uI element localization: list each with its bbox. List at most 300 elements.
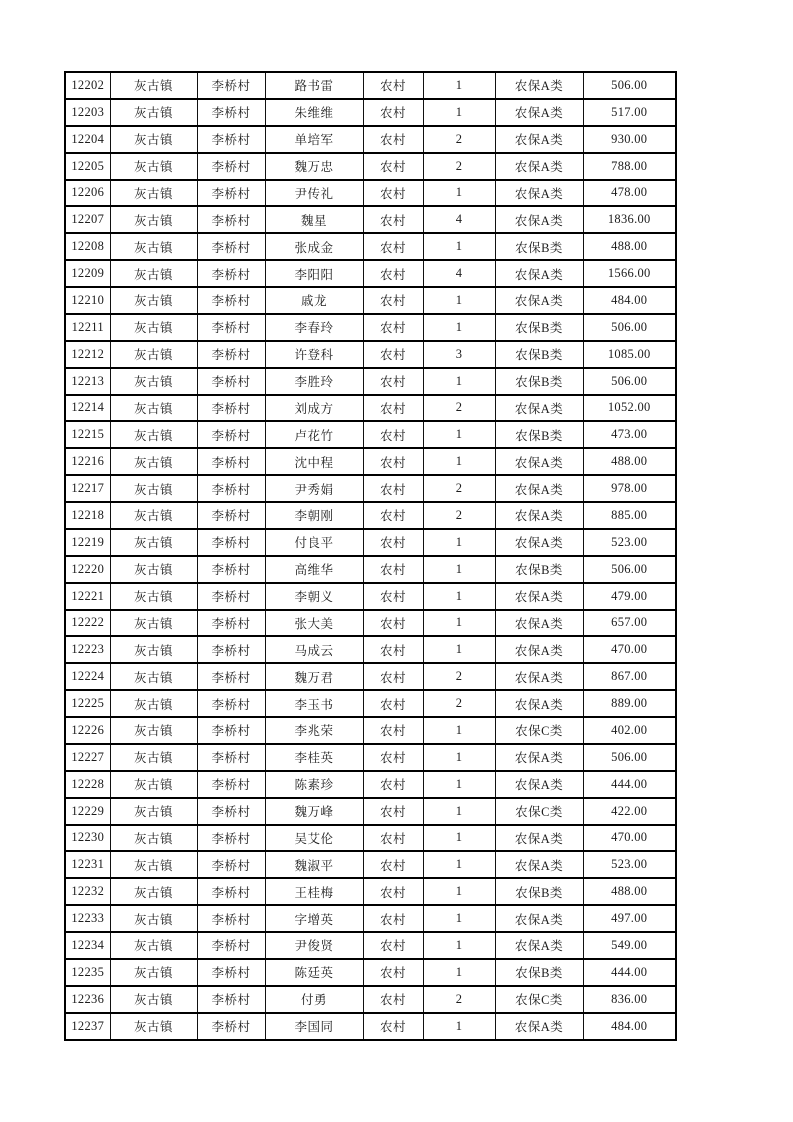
table-row [65,771,676,798]
cell-amount: 549.00 [583,932,676,959]
cell-town: 灰古镇 [110,663,197,690]
table-row [65,502,676,529]
cell-insurance-category: 农保A类 [495,180,583,207]
cell-town: 灰古镇 [110,636,197,663]
cell-amount: 523.00 [583,851,676,878]
cell-amount: 473.00 [583,421,676,448]
cell-person-name: 魏万忠 [265,153,363,180]
cell-residence-type: 农村 [363,233,423,260]
cell-residence-type: 农村 [363,771,423,798]
cell-person-name: 张大美 [265,610,363,637]
cell-person-name: 魏万君 [265,663,363,690]
cell-residence-type: 农村 [363,825,423,852]
cell-town: 灰古镇 [110,314,197,341]
cell-serial-number: 12212 [65,341,110,368]
cell-village: 李桥村 [197,395,265,422]
cell-insurance-category: 农保A类 [495,583,583,610]
cell-person-count: 1 [423,287,495,314]
cell-amount: 889.00 [583,690,676,717]
cell-amount: 978.00 [583,475,676,502]
cell-residence-type: 农村 [363,986,423,1013]
table-row [65,610,676,637]
cell-amount: 444.00 [583,959,676,986]
cell-amount: 488.00 [583,448,676,475]
cell-amount: 506.00 [583,368,676,395]
cell-person-name: 戚龙 [265,287,363,314]
cell-amount: 402.00 [583,717,676,744]
cell-town: 灰古镇 [110,368,197,395]
table-row [65,583,676,610]
table-row [65,421,676,448]
cell-person-name: 吴艾伦 [265,825,363,852]
cell-serial-number: 12236 [65,986,110,1013]
cell-person-count: 2 [423,502,495,529]
cell-person-name: 路书雷 [265,72,363,99]
cell-village: 李桥村 [197,717,265,744]
cell-insurance-category: 农保A类 [495,260,583,287]
cell-person-name: 李兆荣 [265,717,363,744]
cell-person-count: 1 [423,1013,495,1040]
cell-person-name: 陈廷英 [265,959,363,986]
cell-person-name: 高维华 [265,556,363,583]
cell-village: 李桥村 [197,529,265,556]
cell-insurance-category: 农保A类 [495,905,583,932]
cell-village: 李桥村 [197,260,265,287]
cell-town: 灰古镇 [110,744,197,771]
cell-village: 李桥村 [197,180,265,207]
cell-person-name: 李阳阳 [265,260,363,287]
cell-serial-number: 12225 [65,690,110,717]
table-row [65,153,676,180]
cell-person-name: 李春玲 [265,314,363,341]
cell-person-count: 1 [423,583,495,610]
cell-serial-number: 12203 [65,99,110,126]
cell-amount: 506.00 [583,314,676,341]
cell-amount: 479.00 [583,583,676,610]
cell-village: 李桥村 [197,905,265,932]
cell-village: 李桥村 [197,99,265,126]
cell-person-name: 李朝义 [265,583,363,610]
cell-amount: 484.00 [583,1013,676,1040]
cell-residence-type: 农村 [363,206,423,233]
cell-amount: 836.00 [583,986,676,1013]
cell-serial-number: 12228 [65,771,110,798]
cell-insurance-category: 农保B类 [495,959,583,986]
table-row [65,180,676,207]
cell-amount: 444.00 [583,771,676,798]
table-row [65,825,676,852]
cell-village: 李桥村 [197,287,265,314]
cell-insurance-category: 农保A类 [495,610,583,637]
cell-person-count: 1 [423,72,495,99]
cell-serial-number: 12217 [65,475,110,502]
cell-serial-number: 12213 [65,368,110,395]
cell-serial-number: 12204 [65,126,110,153]
cell-serial-number: 12224 [65,663,110,690]
cell-insurance-category: 农保A类 [495,636,583,663]
cell-town: 灰古镇 [110,72,197,99]
cell-residence-type: 农村 [363,260,423,287]
cell-serial-number: 12234 [65,932,110,959]
table-row [65,287,676,314]
cell-town: 灰古镇 [110,959,197,986]
cell-village: 李桥村 [197,314,265,341]
cell-town: 灰古镇 [110,905,197,932]
cell-town: 灰古镇 [110,825,197,852]
cell-residence-type: 农村 [363,1013,423,1040]
cell-insurance-category: 农保A类 [495,502,583,529]
cell-insurance-category: 农保B类 [495,314,583,341]
cell-village: 李桥村 [197,771,265,798]
cell-person-count: 1 [423,905,495,932]
table-row [65,475,676,502]
cell-serial-number: 12221 [65,583,110,610]
cell-residence-type: 农村 [363,395,423,422]
cell-amount: 478.00 [583,180,676,207]
cell-person-count: 1 [423,610,495,637]
cell-serial-number: 12222 [65,610,110,637]
cell-town: 灰古镇 [110,475,197,502]
cell-town: 灰古镇 [110,287,197,314]
table-row [65,395,676,422]
cell-village: 李桥村 [197,368,265,395]
cell-residence-type: 农村 [363,475,423,502]
cell-village: 李桥村 [197,825,265,852]
cell-insurance-category: 农保B类 [495,556,583,583]
cell-residence-type: 农村 [363,663,423,690]
cell-town: 灰古镇 [110,448,197,475]
cell-village: 李桥村 [197,72,265,99]
cell-residence-type: 农村 [363,636,423,663]
cell-residence-type: 农村 [363,180,423,207]
cell-amount: 1566.00 [583,260,676,287]
cell-person-count: 1 [423,180,495,207]
cell-person-name: 卢花竹 [265,421,363,448]
cell-insurance-category: 农保A类 [495,153,583,180]
cell-town: 灰古镇 [110,1013,197,1040]
cell-amount: 517.00 [583,99,676,126]
cell-person-name: 张成金 [265,233,363,260]
cell-amount: 1836.00 [583,206,676,233]
cell-person-name: 尹传礼 [265,180,363,207]
cell-person-count: 1 [423,556,495,583]
cell-person-count: 4 [423,260,495,287]
cell-serial-number: 12216 [65,448,110,475]
cell-amount: 488.00 [583,233,676,260]
cell-serial-number: 12207 [65,206,110,233]
cell-person-count: 1 [423,314,495,341]
table-row [65,959,676,986]
cell-residence-type: 农村 [363,126,423,153]
cell-amount: 657.00 [583,610,676,637]
cell-person-count: 1 [423,717,495,744]
cell-residence-type: 农村 [363,905,423,932]
cell-village: 李桥村 [197,744,265,771]
cell-town: 灰古镇 [110,798,197,825]
cell-town: 灰古镇 [110,206,197,233]
cell-serial-number: 12205 [65,153,110,180]
cell-amount: 867.00 [583,663,676,690]
cell-insurance-category: 农保C类 [495,798,583,825]
table-row [65,636,676,663]
cell-person-count: 1 [423,421,495,448]
cell-person-count: 4 [423,206,495,233]
cell-residence-type: 农村 [363,717,423,744]
cell-village: 李桥村 [197,583,265,610]
cell-person-name: 王桂梅 [265,878,363,905]
cell-village: 李桥村 [197,636,265,663]
cell-village: 李桥村 [197,233,265,260]
cell-person-count: 2 [423,986,495,1013]
cell-person-name: 马成云 [265,636,363,663]
cell-village: 李桥村 [197,421,265,448]
cell-amount: 788.00 [583,153,676,180]
cell-residence-type: 农村 [363,744,423,771]
cell-person-name: 李朝刚 [265,502,363,529]
cell-residence-type: 农村 [363,798,423,825]
cell-town: 灰古镇 [110,153,197,180]
cell-person-count: 1 [423,744,495,771]
cell-insurance-category: 农保C类 [495,717,583,744]
cell-residence-type: 农村 [363,959,423,986]
cell-person-name: 李桂英 [265,744,363,771]
cell-serial-number: 12235 [65,959,110,986]
cell-person-count: 2 [423,126,495,153]
cell-amount: 470.00 [583,636,676,663]
cell-amount: 885.00 [583,502,676,529]
table-row [65,932,676,959]
cell-town: 灰古镇 [110,421,197,448]
cell-person-count: 2 [423,475,495,502]
cell-person-count: 3 [423,341,495,368]
cell-village: 李桥村 [197,126,265,153]
cell-serial-number: 12226 [65,717,110,744]
cell-insurance-category: 农保A类 [495,690,583,717]
cell-amount: 497.00 [583,905,676,932]
cell-town: 灰古镇 [110,99,197,126]
table-row [65,1013,676,1040]
cell-person-count: 2 [423,395,495,422]
cell-serial-number: 12202 [65,72,110,99]
beneficiary-table [64,71,677,1041]
cell-town: 灰古镇 [110,260,197,287]
cell-person-count: 2 [423,153,495,180]
cell-person-count: 2 [423,690,495,717]
cell-person-name: 李国同 [265,1013,363,1040]
cell-village: 李桥村 [197,341,265,368]
table-row [65,744,676,771]
cell-person-name: 尹俊贤 [265,932,363,959]
cell-insurance-category: 农保A类 [495,99,583,126]
cell-village: 李桥村 [197,153,265,180]
cell-insurance-category: 农保A类 [495,663,583,690]
table-row [65,878,676,905]
cell-insurance-category: 农保B类 [495,368,583,395]
cell-serial-number: 12219 [65,529,110,556]
cell-amount: 422.00 [583,798,676,825]
cell-insurance-category: 农保B类 [495,341,583,368]
cell-town: 灰古镇 [110,610,197,637]
cell-insurance-category: 农保A类 [495,395,583,422]
cell-town: 灰古镇 [110,851,197,878]
cell-village: 李桥村 [197,475,265,502]
cell-serial-number: 12214 [65,395,110,422]
cell-town: 灰古镇 [110,180,197,207]
cell-person-count: 1 [423,932,495,959]
cell-amount: 484.00 [583,287,676,314]
cell-person-name: 朱维维 [265,99,363,126]
cell-residence-type: 农村 [363,529,423,556]
cell-serial-number: 12232 [65,878,110,905]
table-row [65,368,676,395]
cell-insurance-category: 农保A类 [495,825,583,852]
cell-person-count: 1 [423,878,495,905]
cell-person-count: 1 [423,368,495,395]
cell-serial-number: 12210 [65,287,110,314]
cell-amount: 488.00 [583,878,676,905]
cell-person-count: 1 [423,851,495,878]
cell-serial-number: 12218 [65,502,110,529]
cell-town: 灰古镇 [110,341,197,368]
cell-person-count: 2 [423,663,495,690]
cell-insurance-category: 农保A类 [495,771,583,798]
cell-person-count: 1 [423,448,495,475]
cell-amount: 506.00 [583,744,676,771]
cell-residence-type: 农村 [363,287,423,314]
table-row [65,986,676,1013]
cell-serial-number: 12233 [65,905,110,932]
cell-serial-number: 12206 [65,180,110,207]
cell-person-name: 字增英 [265,905,363,932]
cell-town: 灰古镇 [110,395,197,422]
cell-amount: 506.00 [583,556,676,583]
cell-village: 李桥村 [197,959,265,986]
cell-village: 李桥村 [197,851,265,878]
cell-insurance-category: 农保A类 [495,744,583,771]
cell-serial-number: 12231 [65,851,110,878]
table-row [65,126,676,153]
cell-residence-type: 农村 [363,448,423,475]
cell-town: 灰古镇 [110,986,197,1013]
cell-serial-number: 12223 [65,636,110,663]
cell-person-name: 付良平 [265,529,363,556]
cell-insurance-category: 农保A类 [495,851,583,878]
cell-person-name: 沈中程 [265,448,363,475]
cell-person-name: 魏万峰 [265,798,363,825]
cell-town: 灰古镇 [110,556,197,583]
cell-village: 李桥村 [197,663,265,690]
cell-insurance-category: 农保A类 [495,126,583,153]
cell-village: 李桥村 [197,502,265,529]
cell-person-count: 1 [423,99,495,126]
cell-serial-number: 12215 [65,421,110,448]
cell-residence-type: 农村 [363,153,423,180]
cell-residence-type: 农村 [363,932,423,959]
cell-village: 李桥村 [197,690,265,717]
table-row [65,72,676,99]
cell-insurance-category: 农保A类 [495,287,583,314]
cell-amount: 523.00 [583,529,676,556]
cell-insurance-category: 农保A类 [495,932,583,959]
cell-serial-number: 12209 [65,260,110,287]
table-row [65,529,676,556]
table-row [65,314,676,341]
cell-residence-type: 农村 [363,341,423,368]
cell-village: 李桥村 [197,798,265,825]
cell-town: 灰古镇 [110,502,197,529]
cell-residence-type: 农村 [363,878,423,905]
table-row [65,556,676,583]
cell-village: 李桥村 [197,448,265,475]
cell-amount: 1085.00 [583,341,676,368]
cell-town: 灰古镇 [110,932,197,959]
cell-village: 李桥村 [197,206,265,233]
cell-serial-number: 12208 [65,233,110,260]
cell-insurance-category: 农保A类 [495,206,583,233]
table-row [65,448,676,475]
cell-person-name: 尹秀娟 [265,475,363,502]
cell-person-name: 付勇 [265,986,363,1013]
cell-person-name: 魏淑平 [265,851,363,878]
cell-residence-type: 农村 [363,99,423,126]
table-body [65,72,676,1040]
cell-amount: 930.00 [583,126,676,153]
cell-serial-number: 12229 [65,798,110,825]
cell-serial-number: 12211 [65,314,110,341]
cell-town: 灰古镇 [110,878,197,905]
cell-person-name: 许登科 [265,341,363,368]
cell-person-count: 1 [423,798,495,825]
cell-residence-type: 农村 [363,690,423,717]
table-row [65,690,676,717]
cell-insurance-category: 农保B类 [495,421,583,448]
cell-person-name: 陈素珍 [265,771,363,798]
cell-town: 灰古镇 [110,690,197,717]
cell-serial-number: 12237 [65,1013,110,1040]
cell-village: 李桥村 [197,986,265,1013]
table-row [65,233,676,260]
cell-town: 灰古镇 [110,717,197,744]
cell-town: 灰古镇 [110,771,197,798]
table-row [65,99,676,126]
cell-town: 灰古镇 [110,126,197,153]
cell-person-count: 1 [423,233,495,260]
cell-residence-type: 农村 [363,368,423,395]
cell-residence-type: 农村 [363,583,423,610]
cell-residence-type: 农村 [363,421,423,448]
cell-town: 灰古镇 [110,529,197,556]
table-row [65,851,676,878]
table-row [65,663,676,690]
cell-person-count: 1 [423,825,495,852]
table-row [65,206,676,233]
cell-insurance-category: 农保A类 [495,72,583,99]
table-row [65,341,676,368]
table-row [65,717,676,744]
cell-person-count: 1 [423,771,495,798]
cell-insurance-category: 农保B类 [495,233,583,260]
cell-person-name: 魏星 [265,206,363,233]
cell-residence-type: 农村 [363,502,423,529]
cell-village: 李桥村 [197,1013,265,1040]
cell-residence-type: 农村 [363,610,423,637]
cell-town: 灰古镇 [110,583,197,610]
cell-amount: 1052.00 [583,395,676,422]
cell-insurance-category: 农保A类 [495,529,583,556]
cell-person-name: 李玉书 [265,690,363,717]
cell-person-count: 1 [423,959,495,986]
cell-insurance-category: 农保A类 [495,448,583,475]
